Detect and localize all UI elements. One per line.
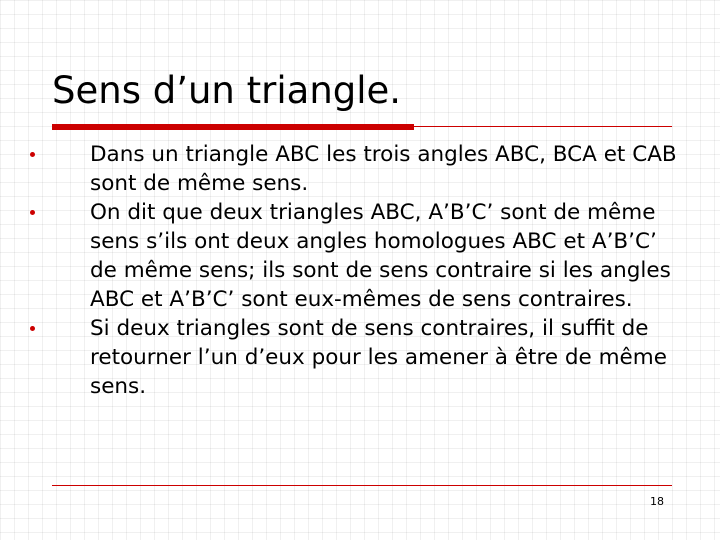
bullet-item [90, 140, 690, 198]
bullet-text: Dans un triangle ABC les trois angles ABC, BCA et CAB sont de même sens. [90, 142, 677, 196]
bullet-list [90, 140, 690, 401]
slide-title: Sens d’un triangle. [52, 69, 402, 112]
page-number: 18 [650, 495, 664, 508]
bullet-dot-icon [30, 152, 35, 157]
bullet-item [90, 314, 690, 401]
title-underline [52, 124, 672, 130]
title-underline-thick [52, 124, 414, 130]
bullet-dot-icon [30, 210, 35, 215]
title-underline-thin [414, 126, 672, 127]
footer-divider [52, 485, 672, 486]
bullet-item [90, 198, 690, 314]
bullet-dot-icon [30, 326, 35, 331]
bullet-text: Si deux triangles sont de sens contraires, il suffit de retourner l’un d’eux pour les amener à être de même sens. [90, 316, 667, 399]
bullet-text: On dit que deux triangles ABC, A’B’C’ sont de même sens s’ils ont deux angles homologues ABC et A’B’C’ de même sens; ils sont de sens contraire si les angles ABC et A’B’C’ sont eux-mêmes de sens contraires. [90, 200, 671, 312]
